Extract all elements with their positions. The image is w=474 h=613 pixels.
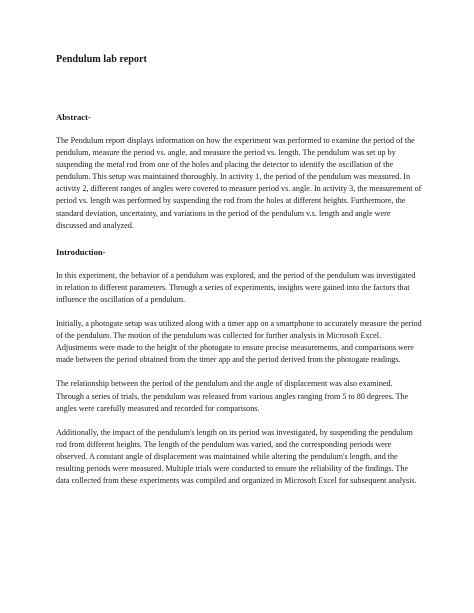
introduction-paragraph-3: The relationship between the period of the pendulum and the angle of displacement was also examined. Through a series of trials, the pendulum was released from various angles ranging from 5 to 80 degrees. The angles were carefully measured and recorded for comparisons. xyxy=(56,379,409,413)
page-title: Pendulum lab report xyxy=(56,54,147,65)
abstract-paragraph: The Pendulum report displays information on how the experiment was performed to examine the period of the pendulum, measure the period vs. angle, and measure the period vs. length. The pendulum was set up by suspending the metal rod from one of the holes and placing the detector to identify the oscillation of the pendulum. This setup was maintained thoroughly. In activity 1, the period of the pendulum was measured. In activity 2, different ranges of angles were covered to measure period vs. angle. In activity 3, the measurement of period vs. length was performed by suspending the rod from the holes at different heights. Furthermore, the standard deviation, uncertainty, and variations in the period of the pendulum v.s. length and angle were discussed and analyzed. xyxy=(56,136,422,230)
introduction-paragraph-1: In this experiment, the behavior of a pendulum was explored, and the period of the pendulum was investigated in relation to different parameters. Through a series of experiments, insights were gained into the factors that influence the oscillation of a pendulum. xyxy=(56,270,416,304)
introduction-paragraph-4: Additionally, the impact of the pendulum's length on its period was investigated, by suspending the pendulum rod from different heights. The length of the pendulum was varied, and the corresponding periods were observed. A constant angle of displacement was maintained while altering the pendulum's length, and the resulting periods were measured. Multiple trials were conducted to ensure the reliability of the findings. The data collected from these experiments was compiled and organized in Microsoft Excel for subsequent analysis. xyxy=(56,427,417,486)
introduction-paragraph-2: Initially, a photogate setup was utilized along with a timer app on a smartphone to accurately measure the period of the pendulum. The motion of the pendulum was collected for further analysis in Microsoft Excel. Adjustments were made to the height of the photogate to ensure precise measurements, and comparisons were made between the period obtained from the timer app and the period derived from the photogate readings. xyxy=(56,319,422,365)
document-content xyxy=(56,53,422,487)
introduction-heading: Introduction- xyxy=(56,246,106,257)
abstract-heading: Abstract- xyxy=(56,112,91,122)
